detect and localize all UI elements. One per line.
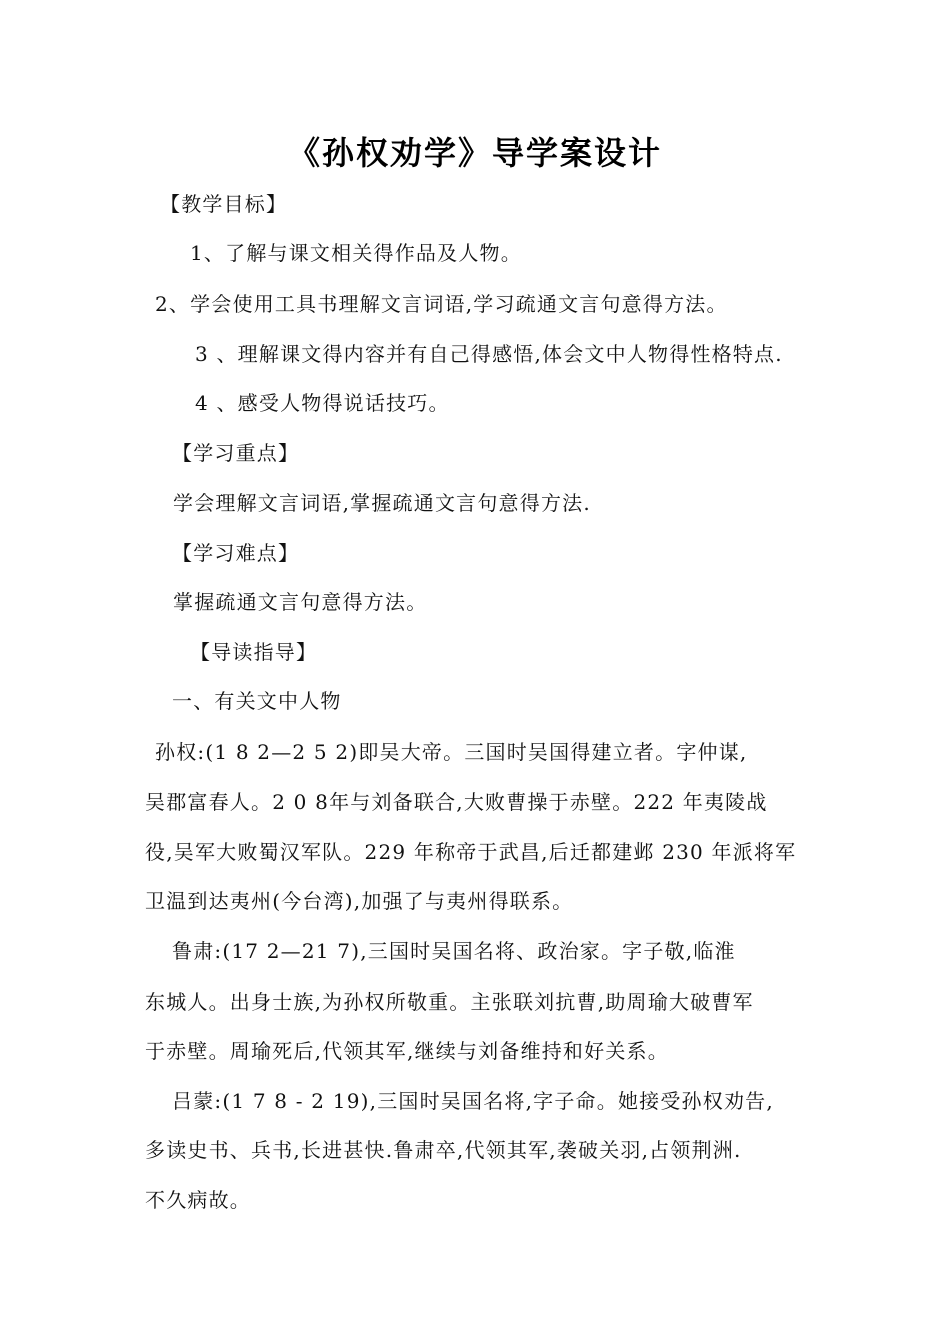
difficulty-heading: 【学习难点】 <box>172 541 300 565</box>
guide-heading: 【导读指导】 <box>190 640 318 664</box>
paragraph-line: 吕蒙:(1 7 8 - 2 19),三国时吴国名将,字子命。她接受孙权劝告, <box>172 1089 774 1113</box>
paragraph-line: 吴郡富春人。2 0 8年与刘备联合,大败曹操于赤壁。222 年夷陵战 <box>145 790 768 814</box>
difficulty-text: 掌握疏通文言句意得方法。 <box>173 590 428 614</box>
goal-item: 3 、理解课文得内容并有自己得感悟,体会文中人物得性格特点. <box>195 342 783 366</box>
guide-subheading: 一、有关文中人物 <box>172 689 342 713</box>
focus-text: 学会理解文言词语,掌握疏通文言句意得方法. <box>173 491 591 515</box>
document-title: 《孙权劝学》导学案设计 <box>287 134 662 172</box>
paragraph-line: 多读史书、兵书,长进甚快.鲁肃卒,代领其军,袭破关羽,占领荆洲. <box>145 1138 742 1162</box>
goals-heading: 【教学目标】 <box>160 192 288 216</box>
paragraph-line: 卫温到达夷州(今台湾),加强了与夷州得联系。 <box>145 889 574 913</box>
goal-item: 2、学会使用工具书理解文言词语,学习疏通文言句意得方法。 <box>155 292 728 316</box>
goal-item: 1、了解与课文相关得作品及人物。 <box>190 241 522 265</box>
paragraph-line: 于赤壁。周瑜死后,代领其军,继续与刘备维持和好关系。 <box>145 1039 669 1063</box>
paragraph-line: 东城人。出身士族,为孙权所敬重。主张联刘抗曹,助周瑜大破曹军 <box>145 990 754 1014</box>
paragraph-line: 孙权:(1 8 2—2 5 2)即吴大帝。三国时吴国得建立者。字仲谋, <box>155 740 748 764</box>
goal-item: 4 、感受人物得说话技巧。 <box>195 391 450 415</box>
paragraph-line: 役,吴军大败蜀汉军队。229 年称帝于武昌,后迁都建邺 230 年派将军 <box>145 840 797 864</box>
paragraph-line: 不久病故。 <box>145 1188 251 1212</box>
focus-heading: 【学习重点】 <box>172 441 300 465</box>
paragraph-line: 鲁肃:(17 2—21 7),三国时吴国名将、政治家。字子敬,临淮 <box>172 939 736 963</box>
